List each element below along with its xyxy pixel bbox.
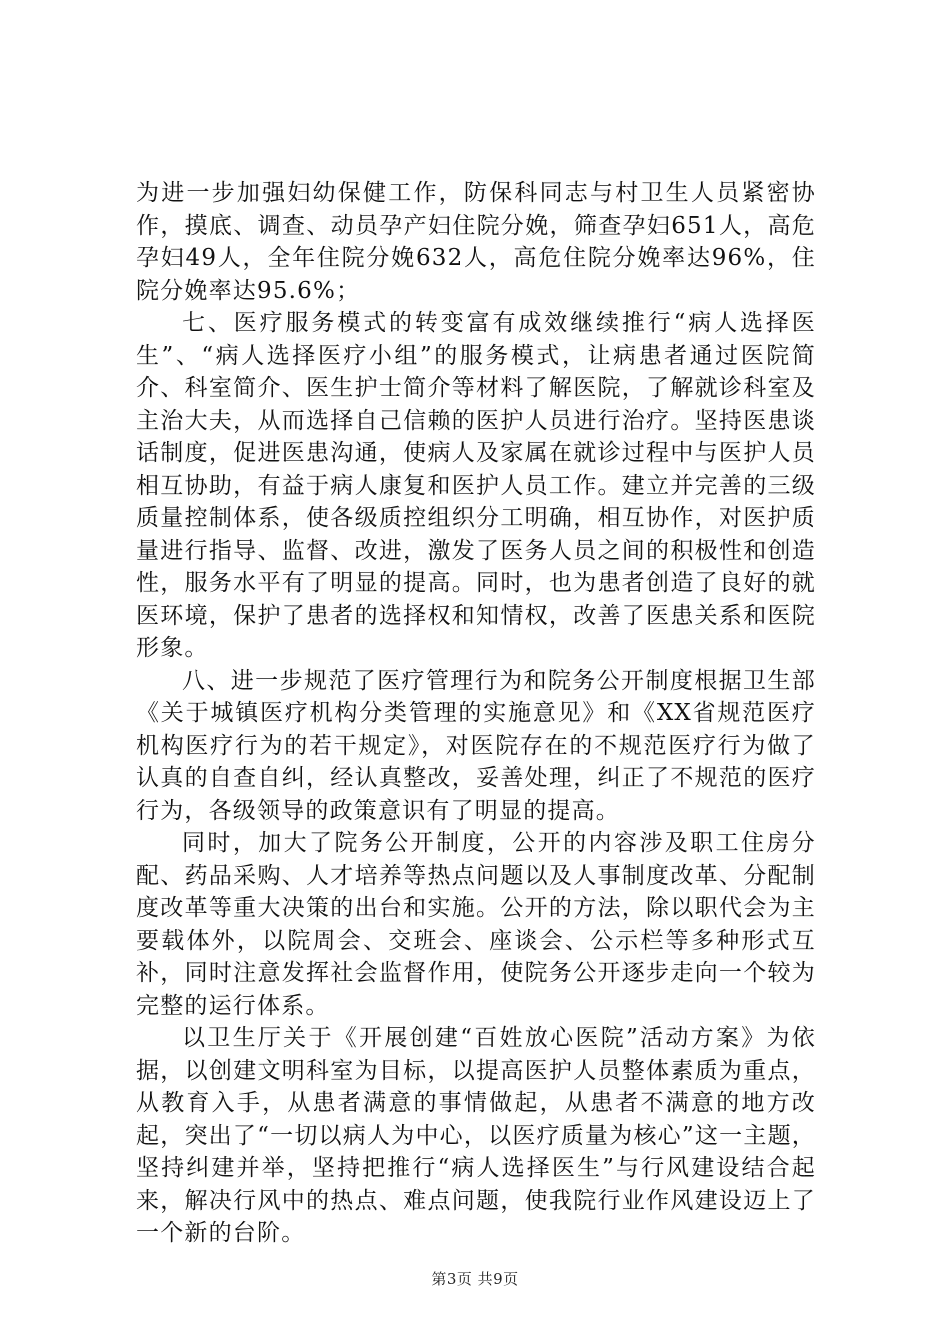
page-number-footer: 第3页 共9页 (431, 1270, 519, 1288)
paragraph-service-model: 七、医疗服务模式的转变富有成效继续推行“病人选择医生”、“病人选择医疗小组”的服务模式，让病患者通过医院简介、科室简介、医生护士简介等材料了解医院，了解就诊科室及主治大夫，从而选择自己信赖的医护人员进行治疗。坚持医患谈话制度，促进医患沟通，使病人及家属在就诊过程中与医护人员相互协助，有益于病人康复和医护人员工作。建立并完善的三级质量控制体系，使各级质控组织分工明确，相互协作，对医护质量进行指导、监督、改进，激发了医务人员之间的积极性和创造性，服务水平有了明显的提高。同时，也为患者创造了良好的就医环境，保护了患者的选择权和知情权，改善了医患关系和医院形象。 (136, 310, 816, 661)
paragraph-trusted-hospital-campaign: 以卫生厅关于《开展创建“百姓放心医院”活动方案》为依据，以创建文明科室为目标，以提高医护人员整体素质为重点，从教育入手，从患者满意的事情做起，从患者不满意的地方改起，突出了“一切以病人为中心，以医疗质量为核心”这一主题，坚持纠建并举，坚持把推行“病人选择医生”与行风建设结合起来，解决行风中的热点、难点问题，使我院行业作风建设迈上了一个新的台阶。 (136, 1025, 816, 1246)
paragraph-medical-management: 八、进一步规范了医疗管理行为和院务公开制度根据卫生部《关于城镇医疗机构分类管理的实施意见》和《XX省规范医疗机构医疗行为的若干规定》，对医院存在的不规范医疗行为做了认真的自查自纠，经认真整改，妥善处理，纠正了不规范的医疗行为，各级领导的政策意识有了明显的提高。 (136, 667, 816, 824)
paragraph-hospital-affairs-disclosure: 同时，加大了院务公开制度，公开的内容涉及职工住房分配、药品采购、人才培养等热点问题以及人事制度改革、分配制度改革等重大决策的出台和实施。公开的方法，除以职代会为主要载体外，以院周会、交班会、座谈会、公示栏等多种形式互补，同时注意发挥社会监督作用，使院务公开逐步走向一个较为完整的运行体系。 (136, 830, 816, 1019)
document-body (136, 177, 816, 1250)
paragraph-maternal-health: 为进一步加强妇幼保健工作，防保科同志与村卫生人员紧密协作，摸底、调查、动员孕产妇住院分娩，筛查孕妇651人，高危孕妇49人，全年住院分娩632人，高危住院分娩率达96%，住院分娩率达95.6%； (136, 180, 816, 304)
